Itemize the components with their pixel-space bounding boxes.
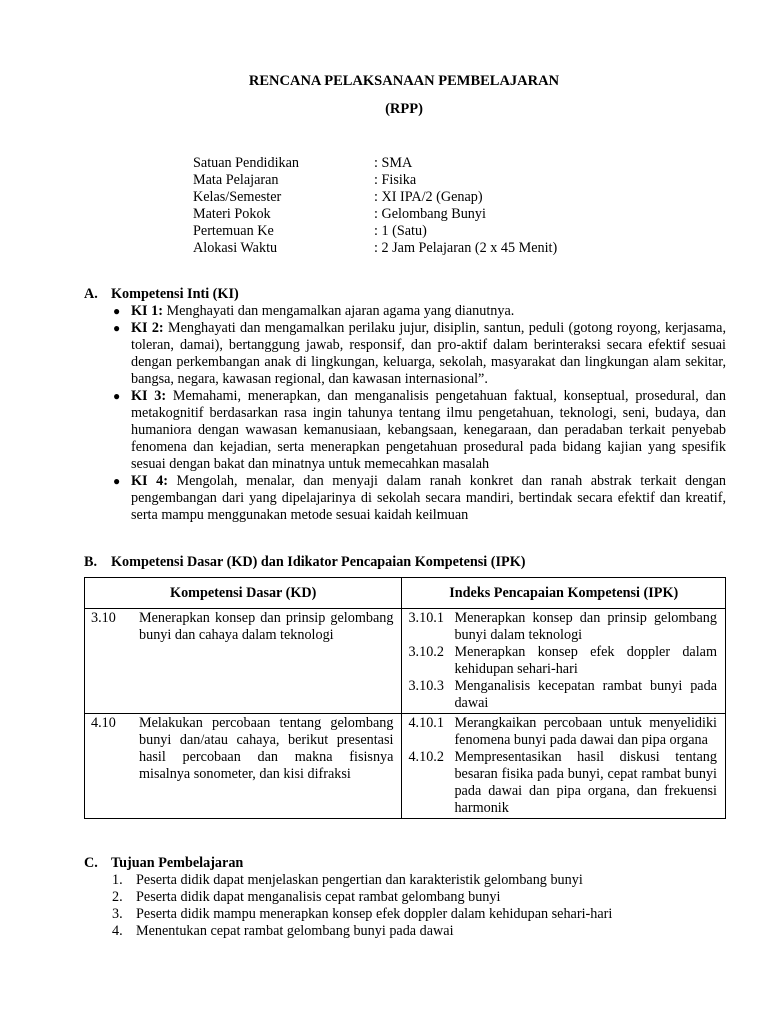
table-row [85, 714, 726, 819]
identity-value: : XI IPA/2 (Genap) [374, 189, 483, 205]
section-c-title: Tujuan Pembelajaran [111, 855, 244, 871]
ki-item [112, 320, 726, 388]
section-a-letter: A. [84, 286, 98, 302]
identity-label: Alokasi Waktu [193, 240, 278, 256]
ipk-item [408, 644, 717, 678]
kd-cell [85, 609, 402, 714]
identity-label: Kelas/Semester [193, 189, 282, 205]
ipk-text: Merangkaikan percobaan untuk menyelidiki fenomena bunyi pada dawai dan pipa organa [454, 715, 717, 748]
list-item [112, 889, 612, 906]
ki-text: Mengolah, menalar, dan menyaji dalam ranah konkret dan ranah abstrak terkait dengan pengembangan dari yang dipelajarinya di sekolah secara mandiri, bertindak secara efektif dan kreatif, serta mampu menggunakan metode sesuai kaidah keilmuan [131, 473, 726, 523]
identity-row [193, 223, 557, 240]
bullet-icon: ● [113, 304, 121, 318]
list-number: 3. [112, 906, 123, 922]
identity-value: : 2 Jam Pelajaran (2 x 45 Menit) [374, 240, 558, 256]
kd-number: 3.10 [91, 610, 116, 626]
ipk-number: 3.10.1 [408, 610, 444, 626]
ki-label: KI 4: [131, 473, 168, 489]
ki-label: KI 1: [131, 303, 163, 319]
identity-row [193, 189, 557, 206]
list-item [112, 923, 612, 940]
ipk-text: Menerapkan konsep dan prinsip gelombang bunyi dalam teknologi [454, 610, 717, 643]
ki-item [112, 303, 726, 320]
ipk-item [408, 678, 717, 712]
table-row [85, 609, 726, 714]
section-a-title: Kompetensi Inti (KI) [111, 286, 239, 302]
ipk-number: 4.10.2 [408, 749, 444, 765]
ki-item [112, 473, 726, 524]
section-c-heading [84, 855, 243, 872]
document-title: RENCANA PELAKSANAAN PEMBELAJARAN [248, 73, 560, 89]
list-text: Menentukan cepat rambat gelombang bunyi pada dawai [136, 923, 454, 939]
identity-value: : Gelombang Bunyi [374, 206, 486, 222]
list-number: 1. [112, 872, 123, 888]
ki-label: KI 2: [131, 320, 164, 336]
table-header-row [85, 578, 726, 609]
list-text: Peserta didik mampu menerapkan konsep efek doppler dalam kehidupan sehari-hari [136, 906, 613, 922]
ipk-number: 4.10.1 [408, 715, 444, 731]
ipk-cell [402, 609, 726, 714]
ki-text: Menghayati dan mengamalkan perilaku jujur, disiplin, santun, peduli (gotong royong, kerjasama, toleran, damai), bertanggung jawab, responsif, dan pro-aktif dalam berinteraksi secara efektif sesuai dengan perkembangan anak di lingkungan, keluarga, sekolah, masyarakat dan lingkungan alam sekitar, bangsa, negara, kawasan regional, dan kawasan internasional”. [131, 320, 726, 387]
section-b-title: Kompetensi Dasar (KD) dan Idikator Pencapaian Kompetensi (IPK) [111, 554, 526, 570]
ipk-item [408, 749, 717, 817]
ipk-text: Menganalisis kecepatan rambat bunyi pada dawai [454, 678, 717, 711]
list-item [112, 906, 612, 923]
ipk-number: 3.10.2 [408, 644, 444, 660]
identity-row [193, 206, 557, 223]
ipk-text: Mempresentasikan hasil diskusi tentang besaran fisika pada bunyi, cepat rambat bunyi pada dawai dan pipa organa, dan frekuensi harmonik [454, 749, 717, 816]
section-a-heading [84, 286, 239, 303]
kd-cell [85, 714, 402, 819]
kd-text: Melakukan percobaan tentang gelombang bunyi dan/atau cahaya, berikut presentasi hasil percobaan dan makna fisisnya misalnya sonometer, dan kisi difraksi [139, 715, 394, 782]
identity-row [193, 172, 557, 189]
column-header-ipk: Indeks Pencapaian Kompetensi (IPK) [402, 578, 726, 609]
ki-text: Menghayati dan mengamalkan ajaran agama yang dianutnya. [162, 303, 515, 319]
ipk-cell [402, 714, 726, 819]
column-header-kd: Kompetensi Dasar (KD) [85, 578, 402, 609]
identity-row [193, 240, 557, 257]
bullet-icon: ● [113, 389, 121, 403]
ki-item [112, 388, 726, 473]
bullet-icon: ● [113, 474, 121, 488]
list-item [112, 872, 612, 889]
identity-label: Mata Pelajaran [193, 172, 279, 188]
ipk-number: 3.10.3 [408, 678, 444, 694]
identity-row [193, 155, 557, 172]
identity-value: : Fisika [374, 172, 417, 188]
identity-label: Pertemuan Ke [193, 223, 274, 239]
ipk-item [408, 610, 717, 644]
identity-value: : 1 (Satu) [374, 223, 427, 239]
kd-text: Menerapkan konsep dan prinsip gelombang bunyi dan cahaya dalam teknologi [139, 610, 394, 643]
bullet-icon: ● [113, 321, 121, 335]
ipk-item [408, 715, 717, 749]
identity-label: Materi Pokok [193, 206, 271, 222]
list-number: 4. [112, 923, 123, 939]
ki-text: Memahami, menerapkan, dan menganalisis pengetahuan faktual, konseptual, prosedural, dan metakognitif berdasarkan rasa ingin tahunya tentang ilmu pengetahuan, teknologi, seni, budaya, dan humaniora dengan wawasan kemanusiaan, kebangsaan, kenegaraan, dan peradaban terkait penyebab fenomena dan kejadian, serta menerapkan pengetahuan prosedural pada bidang kajian yang spesifik sesuai dengan bakat dan minatnya untuk memecahkan masalah [131, 388, 726, 472]
kd-ipk-table [84, 577, 726, 819]
ipk-text: Menerapkan konsep efek doppler dalam kehidupan sehari-hari [454, 644, 717, 677]
kd-number: 4.10 [91, 715, 116, 731]
objectives-list [112, 872, 612, 940]
identity-label: Satuan Pendidikan [193, 155, 299, 171]
section-b-heading [84, 554, 525, 571]
list-text: Peserta didik dapat menganalisis cepat rambat gelombang bunyi [136, 889, 501, 905]
ki-label: KI 3: [131, 388, 167, 404]
ki-list [112, 303, 726, 524]
identity-block [193, 155, 557, 257]
document-subtitle: (RPP) [385, 101, 423, 117]
list-number: 2. [112, 889, 123, 905]
section-b-letter: B. [84, 554, 98, 570]
section-c-letter: C. [84, 855, 98, 871]
list-text: Peserta didik dapat menjelaskan pengertian dan karakteristik gelombang bunyi [136, 872, 583, 888]
identity-value: : SMA [374, 155, 413, 171]
